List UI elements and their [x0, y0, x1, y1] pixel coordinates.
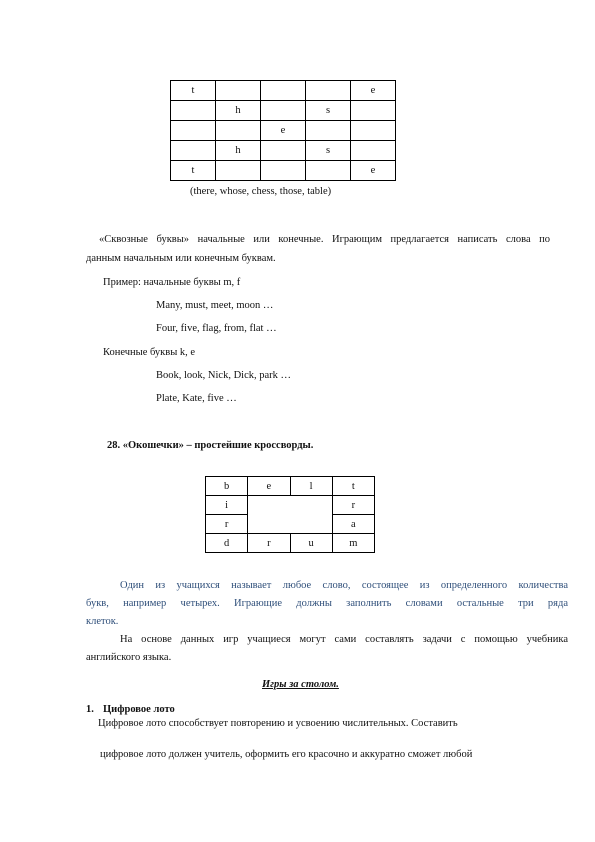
section2-para-line2: букв, например четырех. Играющие должны заполнить словами остальные три ряда	[86, 598, 568, 609]
crossword-row-top	[206, 477, 375, 496]
letter-grid-row	[171, 81, 396, 101]
letter-grid-row	[171, 121, 396, 141]
letter-grid-cell	[306, 161, 351, 181]
crossword-center-blank	[248, 496, 333, 534]
letter-grid-row	[171, 161, 396, 181]
letter-grid-cell	[306, 81, 351, 101]
crossword-cell: t	[332, 477, 374, 496]
crossword-cell: b	[206, 477, 248, 496]
crossword-cell: i	[206, 496, 248, 515]
crossword-cell: r	[248, 534, 290, 553]
section2-para2-line2: английского языка.	[86, 652, 172, 663]
section1-para-line2: данным начальным или конечным буквам.	[86, 253, 276, 264]
letter-grid-cell: e	[351, 81, 396, 101]
letter-grid-cell	[306, 121, 351, 141]
letter-grid-cell: h	[216, 101, 261, 121]
section2-para-line1: Один из учащихся называет любое слово, состоящее из определенного количества	[120, 580, 568, 591]
letter-grid-cell	[261, 161, 306, 181]
letter-grid-cell	[171, 101, 216, 121]
crossword-cell: d	[206, 534, 248, 553]
letter-grid-cell: e	[261, 121, 306, 141]
letter-grid-cell: s	[306, 141, 351, 161]
section2-heading: 28. «Окошечки» – простейшие кроссворды.	[107, 440, 314, 451]
letter-grid-cell	[261, 101, 306, 121]
letter-grid-cell	[261, 141, 306, 161]
section3-line1: Цифровое лото способствует повторению и усвоению числительных. Составить	[98, 718, 458, 729]
crossword-cell: r	[206, 515, 248, 534]
letter-grid-cell	[351, 121, 396, 141]
crossword-cell: l	[290, 477, 332, 496]
crossword-row-mid	[206, 496, 375, 515]
final-label: Конечные буквы k, e	[103, 347, 196, 358]
example-line1: Many, must, meet, moon …	[156, 300, 274, 311]
crossword-grid	[205, 476, 375, 553]
letter-grid-cell	[216, 121, 261, 141]
example-label: Пример: начальные буквы m, f	[103, 277, 241, 288]
final-line1: Book, look, Nick, Dick, park …	[156, 370, 292, 381]
letter-grid-cell: t	[171, 161, 216, 181]
letter-grid-row	[171, 101, 396, 121]
letter-grid-cell	[171, 121, 216, 141]
section2-para2-line1: На основе данных игр учащиеся могут сами составлять задачи с помощью учебника	[120, 634, 568, 645]
crossword-cell: r	[332, 496, 374, 515]
crossword-cell: e	[248, 477, 290, 496]
section1-para-line1: «Сквозные буквы» начальные или конечные. Играющим предлагается написать слова по	[99, 234, 550, 245]
letter-grid-row	[171, 141, 396, 161]
letter-grid-cell: e	[351, 161, 396, 181]
final-line2: Plate, Kate, five …	[156, 393, 237, 404]
letter-grid-cell	[351, 101, 396, 121]
section3-line2: цифровое лото должен учитель, оформить его красочно и аккуратно сможет любой	[100, 749, 473, 760]
letter-grid-cell	[216, 81, 261, 101]
crossword-row-bottom	[206, 534, 375, 553]
item-number: 1.	[86, 704, 94, 715]
example-line2: Four, five, flag, from, flat …	[156, 323, 277, 334]
letter-grid-cell: h	[216, 141, 261, 161]
letter-grid-cell	[171, 141, 216, 161]
crossword-cell: u	[290, 534, 332, 553]
letter-grid-cell: s	[306, 101, 351, 121]
letter-grid-cell	[351, 141, 396, 161]
letter-grid-cell	[216, 161, 261, 181]
section3-heading: Игры за столом.	[262, 679, 339, 690]
section2-para-line3: клеток.	[86, 616, 119, 627]
grid1-caption: (there, whose, chess, those, table)	[190, 186, 332, 197]
item-title: Цифровое лото	[103, 704, 175, 715]
letter-grid-cell: t	[171, 81, 216, 101]
letter-grid-cell	[261, 81, 306, 101]
crossword-cell: a	[332, 515, 374, 534]
letter-grid-1-body	[171, 81, 396, 181]
crossword-cell: m	[332, 534, 374, 553]
letter-grid-1	[170, 80, 396, 181]
